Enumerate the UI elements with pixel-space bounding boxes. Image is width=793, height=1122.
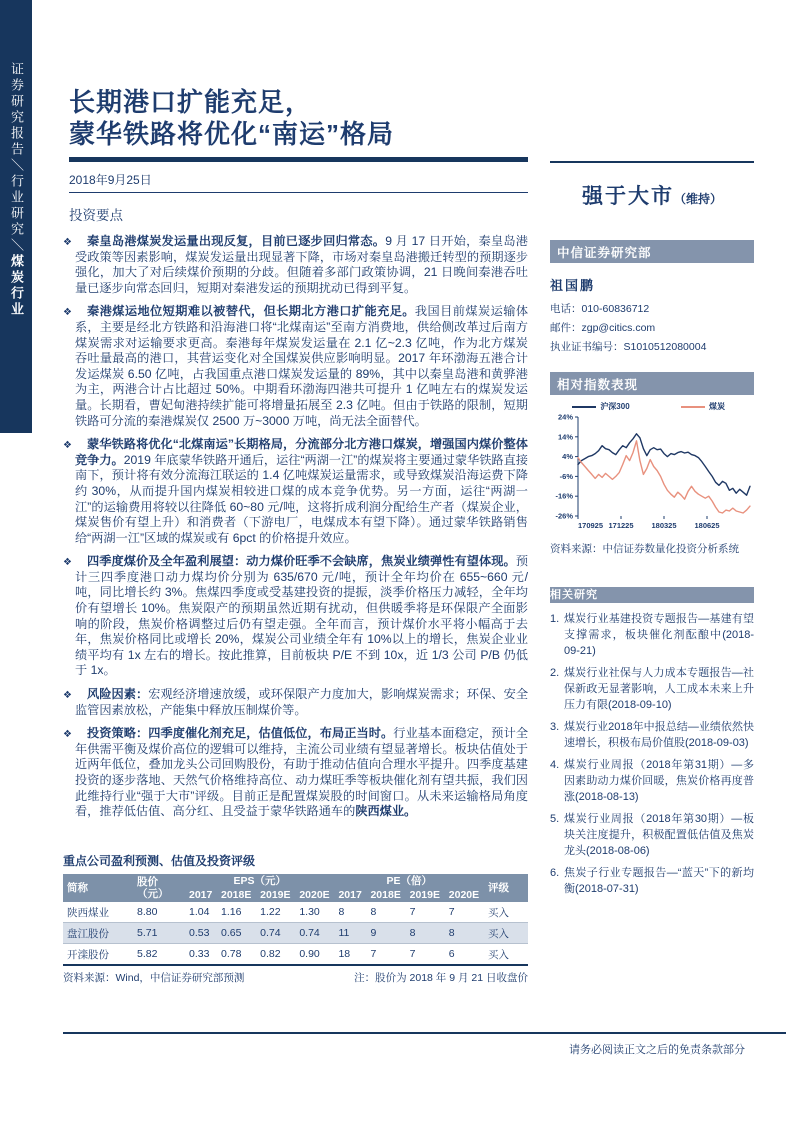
legend-item: [550, 401, 652, 412]
investment-point: [63, 554, 528, 679]
bullet-text: 我国目前煤炭运输体系，主要是经北方铁路和沿海港口将“北煤南运”至南方消费地，供给侧改革过后南方煤炭需求对运输要求更高。秦港每年煤炭发运量在 2.1 亿~2.3 亿吨，作为北方煤炭吞吐量最高的港口，其营运变化对全国煤炭供应影响明显。2017 年环渤海五港合计发运煤炭 6.50 亿吨，占我国重点港口煤炭发运量的 89%，其中以秦皇岛港和黄骅港为主，两港合计占比超过 50%。中期看环渤海四港共可提升 1 亿吨左右的煤炭发运量。长期看，曹妃甸港持续扩能可将增量拓展至 2.3 亿吨。但由于铁路的限制，短期铁路可分流的秦港煤炭仅 2500 万~3000 万吨，尚无法全面替代。: [75, 304, 528, 428]
phone-value: 010-60836712: [581, 303, 650, 315]
col-year: 2019E: [256, 888, 295, 902]
strip-text-prefix: 证券研究报告＼行业研究＼: [9, 62, 24, 254]
svg-text:180325: 180325: [651, 521, 677, 530]
research-item-number: 6.: [550, 867, 560, 879]
title-rule: [69, 157, 528, 162]
research-item: [550, 665, 754, 713]
value-cell: 0.33: [185, 944, 217, 966]
table-source: 资料来源：Wind，中信证券研究部预测: [63, 972, 245, 984]
col-year: 2017: [334, 888, 366, 902]
svg-text:180625: 180625: [694, 521, 720, 530]
col-price-line2: （元）: [137, 888, 169, 900]
svg-text:-6%: -6%: [559, 471, 573, 481]
value-cell: 0.82: [256, 944, 295, 966]
legend-label: 煤炭: [709, 402, 725, 411]
table-title: 重点公司盈利预测、估值及投资评级: [63, 854, 256, 868]
value-cell: 6: [445, 944, 484, 966]
col-year: 2019E: [406, 888, 445, 902]
investment-point: [63, 726, 528, 820]
value-cell: 买入: [484, 923, 528, 944]
research-item-text: 煤炭行业基建投资专题报告—基建有望支撑需求，板块催化剂酝酿中(2018-09-21): [564, 613, 754, 657]
bullet-diamond-icon: ❖: [63, 307, 72, 319]
investment-point: [63, 687, 528, 718]
rating-status: （维持）: [673, 192, 722, 206]
index-performance-header-bar: 相对指数表现: [550, 372, 754, 395]
value-cell: 8: [366, 902, 405, 923]
research-list: [550, 611, 754, 897]
investment-points: [63, 234, 528, 850]
research-item-number: 1.: [550, 613, 560, 625]
right-column: [550, 161, 754, 903]
value-cell: 5.82: [133, 944, 185, 966]
value-cell: 18: [334, 944, 366, 966]
strip-text-industry: 煤炭行业: [9, 254, 24, 318]
svg-text:14%: 14%: [557, 432, 573, 442]
research-item: [550, 611, 754, 659]
research-item-number: 3.: [550, 721, 560, 733]
value-cell: 1.30: [295, 902, 334, 923]
research-item-number: 4.: [550, 759, 560, 771]
bullet-text: 宏观经济增速放缓，或环保限产力度加大，影响煤炭需求；环保、安全监管因素放松，产能集中释放压制煤价等。: [75, 687, 528, 717]
bullet-text: 2019 年底蒙华铁路开通后，运往“两湖一江”的煤炭将主要通过蒙华铁路直接南下，预计将有效分流海江联运的 1.4 亿吨煤炭运量需求，或导致煤炭沿海运费下降约 30%，从而提升国内煤炭相较进口煤的成本竞争优势。另一方面，运往“两湖一江”的运输费用将较以往降低 60~80 元/吨，这将折成利润分配给生产者（煤炭企业，煤炭售价有望上升）和消费者（下游电厂，电煤成本有望下降）。通过蒙华铁路销售给“两湖一江”区域的煤炭或有 6pct 的价格提升效应。: [75, 452, 528, 545]
email-label: 邮件：: [550, 322, 582, 334]
bullet-diamond-icon: ❖: [63, 557, 72, 569]
svg-text:-16%: -16%: [555, 491, 573, 501]
strip-text: [0, 0, 32, 433]
value-cell: 5.71: [133, 923, 185, 944]
svg-text:-26%: -26%: [555, 511, 573, 521]
rating-value: 强于大市: [581, 185, 674, 208]
svg-text:24%: 24%: [557, 412, 573, 422]
chart-legend: [550, 401, 754, 412]
col-price-line1: 股价: [137, 876, 158, 888]
col-group-eps: EPS（元）: [185, 874, 334, 888]
table-row: [63, 923, 528, 944]
value-cell: 8: [445, 923, 484, 944]
col-year: 2020E: [295, 888, 334, 902]
research-item-number: 5.: [550, 813, 560, 825]
company-name-cell: 开滦股份: [63, 944, 133, 966]
research-item-text: 煤炭行业2018年中报总结—业绩依然快速增长，积极布局价值股(2018-09-03): [564, 721, 754, 749]
research-item-number: 2.: [550, 667, 560, 679]
right-top-rule: [550, 161, 754, 163]
value-cell: 8: [334, 902, 366, 923]
bullet-diamond-icon: ❖: [63, 690, 72, 702]
table-row: [63, 902, 528, 923]
investment-point: [63, 234, 528, 296]
main-column: [63, 86, 528, 850]
analyst-email: [550, 319, 754, 338]
company-table-block: [63, 852, 528, 985]
bullet-lead: 蒙华铁路将优化“北煤南运”长期格局，分流部分北方港口煤炭，增强国内煤价整体竞争力。: [75, 437, 528, 467]
analyst-contact: [550, 300, 754, 357]
svg-text:4%: 4%: [562, 452, 573, 462]
col-group-pe: PE（倍）: [334, 874, 484, 888]
value-cell: 11: [334, 923, 366, 944]
value-cell: 7: [406, 944, 445, 966]
research-item: [550, 865, 754, 897]
research-item-text: 焦炭子行业专题报告—“蓝天”下的新均衡(2018-07-31): [564, 867, 754, 895]
table-body: [63, 902, 528, 965]
col-year: 2020E: [445, 888, 484, 902]
value-cell: 1.22: [256, 902, 295, 923]
value-cell: 7: [366, 944, 405, 966]
value-cell: 7: [406, 902, 445, 923]
bullet-text: 9 月 17 日开始，秦皇岛港受政策等因素影响，煤炭发运量出现显著下降，市场对秦皇岛港搬迁转型的预期逐步强化，加大了对后续煤价预期的分歧。但随着多部门政策协调，21 日晚间秦港吞吐量已逐步向常态回归，短期对秦港发运的预期扰动已得到平复。: [75, 234, 528, 295]
related-research-header-bar: 相关研究: [550, 587, 754, 603]
table-row: [63, 944, 528, 966]
analyst-phone: [550, 300, 754, 319]
email-value: zgp@citics.com: [581, 322, 656, 334]
chart-source: 资料来源：中信证券数量化投资分析系统: [550, 543, 739, 555]
research-item-text: 煤炭行业周报（2018年第30期）—板块关注度提升，积极配置低估值及焦炭龙头(2018-08-06): [564, 813, 754, 857]
company-name-cell: 陕西煤业: [63, 902, 133, 923]
table-footnotes: [63, 970, 528, 985]
col-year: 2018E: [366, 888, 405, 902]
bullet-diamond-icon: ❖: [63, 729, 72, 741]
investment-point: [63, 437, 528, 546]
col-rating: 评级: [484, 874, 528, 902]
value-cell: 8: [406, 923, 445, 944]
phone-label: 电话：: [550, 303, 582, 315]
analyst-cert: [550, 338, 754, 357]
bullet-diamond-icon: ❖: [63, 237, 72, 248]
bullet-lead: 风险因素：: [87, 687, 149, 702]
left-classification-strip: [0, 0, 32, 433]
value-cell: 0.53: [185, 923, 217, 944]
research-item: [550, 719, 754, 751]
legend-label: 沪深300: [600, 402, 630, 411]
bullet-lead: 秦港煤运地位短期难以被替代，但长期北方港口扩能充足。: [87, 304, 415, 319]
research-item-text: 煤炭行业社保与人力成本专题报告—社保新政无显著影响，人工成本未来上升压力有限(2018-09-10): [564, 667, 754, 711]
section-heading: 投资要点: [69, 208, 123, 223]
value-cell: 0.74: [256, 923, 295, 944]
svg-text:171225: 171225: [608, 521, 634, 530]
value-cell: 0.78: [217, 944, 256, 966]
col-year: 2017: [185, 888, 217, 902]
industry-rating: [550, 180, 754, 210]
value-cell: 1.04: [185, 902, 217, 923]
footer-rule: [63, 1032, 786, 1034]
value-cell: 1.16: [217, 902, 256, 923]
report-date: 2018年9月25日: [69, 171, 528, 193]
analyst-name: 祖国鹏: [550, 278, 596, 293]
legend-line-icon: [681, 406, 705, 408]
table-head: [63, 874, 528, 902]
value-cell: 0.74: [295, 923, 334, 944]
investment-point: [63, 304, 528, 429]
relative-index-chart: [550, 412, 754, 534]
bullet-lead: 四季度煤价及全年盈利展望：动力煤价旺季不会缺席，焦炭业绩弹性有望体现。: [87, 554, 516, 569]
cert-value: S1010512080004: [623, 341, 707, 353]
value-cell: 0.65: [217, 923, 256, 944]
title-line-1: 长期港口扩能充足，: [69, 87, 313, 117]
value-cell: 买入: [484, 944, 528, 966]
footer-disclaimer: 请务必阅读正文之后的免责条款部分: [569, 1044, 745, 1056]
value-cell: 8.80: [133, 902, 185, 923]
research-item: [550, 811, 754, 859]
value-cell: 9: [366, 923, 405, 944]
value-cell: 买入: [484, 902, 528, 923]
value-cell: 0.90: [295, 944, 334, 966]
bullet-diamond-icon: ❖: [63, 440, 72, 452]
bullet-text: 行业基本面稳定，预计全年供需平衡及煤价高位的逻辑可以维持，主流公司业绩有望显著增长。板块估值处于近两年低位，叠加龙头公司回购股份，有助于推动估值向合理水平提升。四季度基建投资的逐步落地、天然气价格维持高位、动力煤旺季等板块催化剂有望共振，我们因此维持行业“强于大市”评级。目前正是配置煤炭股的时间窗口。从未来运输格局角度看，推荐低估值、高分红、且受益于蒙华铁路通车的: [75, 726, 528, 819]
table-note: 注：股价为 2018 年 9 月 21 日收盘价: [354, 972, 528, 984]
cert-label: 执业证书编号：: [550, 341, 624, 353]
col-name: 简称: [63, 874, 133, 902]
report-title: [69, 86, 528, 150]
table-header-row: [63, 874, 528, 888]
research-item-text: 煤炭行业周报（2018年第31期）—多因素助动力煤价回暖，焦炭价格再度普涨(2018-08-13): [564, 759, 754, 803]
legend-line-icon: [572, 406, 596, 408]
bullet-text: 预计三四季度港口动力煤均价分别为 635/670 元/吨，预计全年均价在 655~660 元/吨，同比增长约 3%。焦煤四季度或受基建投资的提振，淡季价格压力减轻，全年均价有望增长 10%。焦炭限产的预期虽然近期有扰动，但供暖季将是环保限产全面影响的阶段，焦炭价格调整过后仍有望走强。全年而言，预计煤价水平将小幅高于去年，焦炭价格同比或增长 20%，煤炭公司业绩全年有 10%以上的增长，焦炭企业业绩平均有 1x 左右的增长。按此推算，目前板块 P/E 不到 10x，近 1/3 公司 P/B 仍低于 1x。: [75, 554, 528, 678]
department-header-bar: 中信证券研究部: [550, 240, 754, 263]
legend-item: [652, 401, 754, 412]
svg-text:170925: 170925: [578, 521, 604, 530]
col-price: [133, 874, 185, 902]
value-cell: 7: [445, 902, 484, 923]
bullet-lead: 投资策略：四季度催化剂充足，估值低位，布局正当时。: [87, 726, 394, 741]
bullet-lead: 秦皇岛港煤炭发运量出现反复，目前已逐步回归常态。: [87, 234, 386, 248]
bullet-bold-tail: 陕西煤业。: [355, 804, 417, 819]
col-year: 2018E: [217, 888, 256, 902]
company-name-cell: 盘江股份: [63, 923, 133, 944]
research-item: [550, 757, 754, 805]
title-line-2: 蒙华铁路将优化“南运”格局: [69, 119, 395, 149]
company-table: [63, 874, 528, 966]
